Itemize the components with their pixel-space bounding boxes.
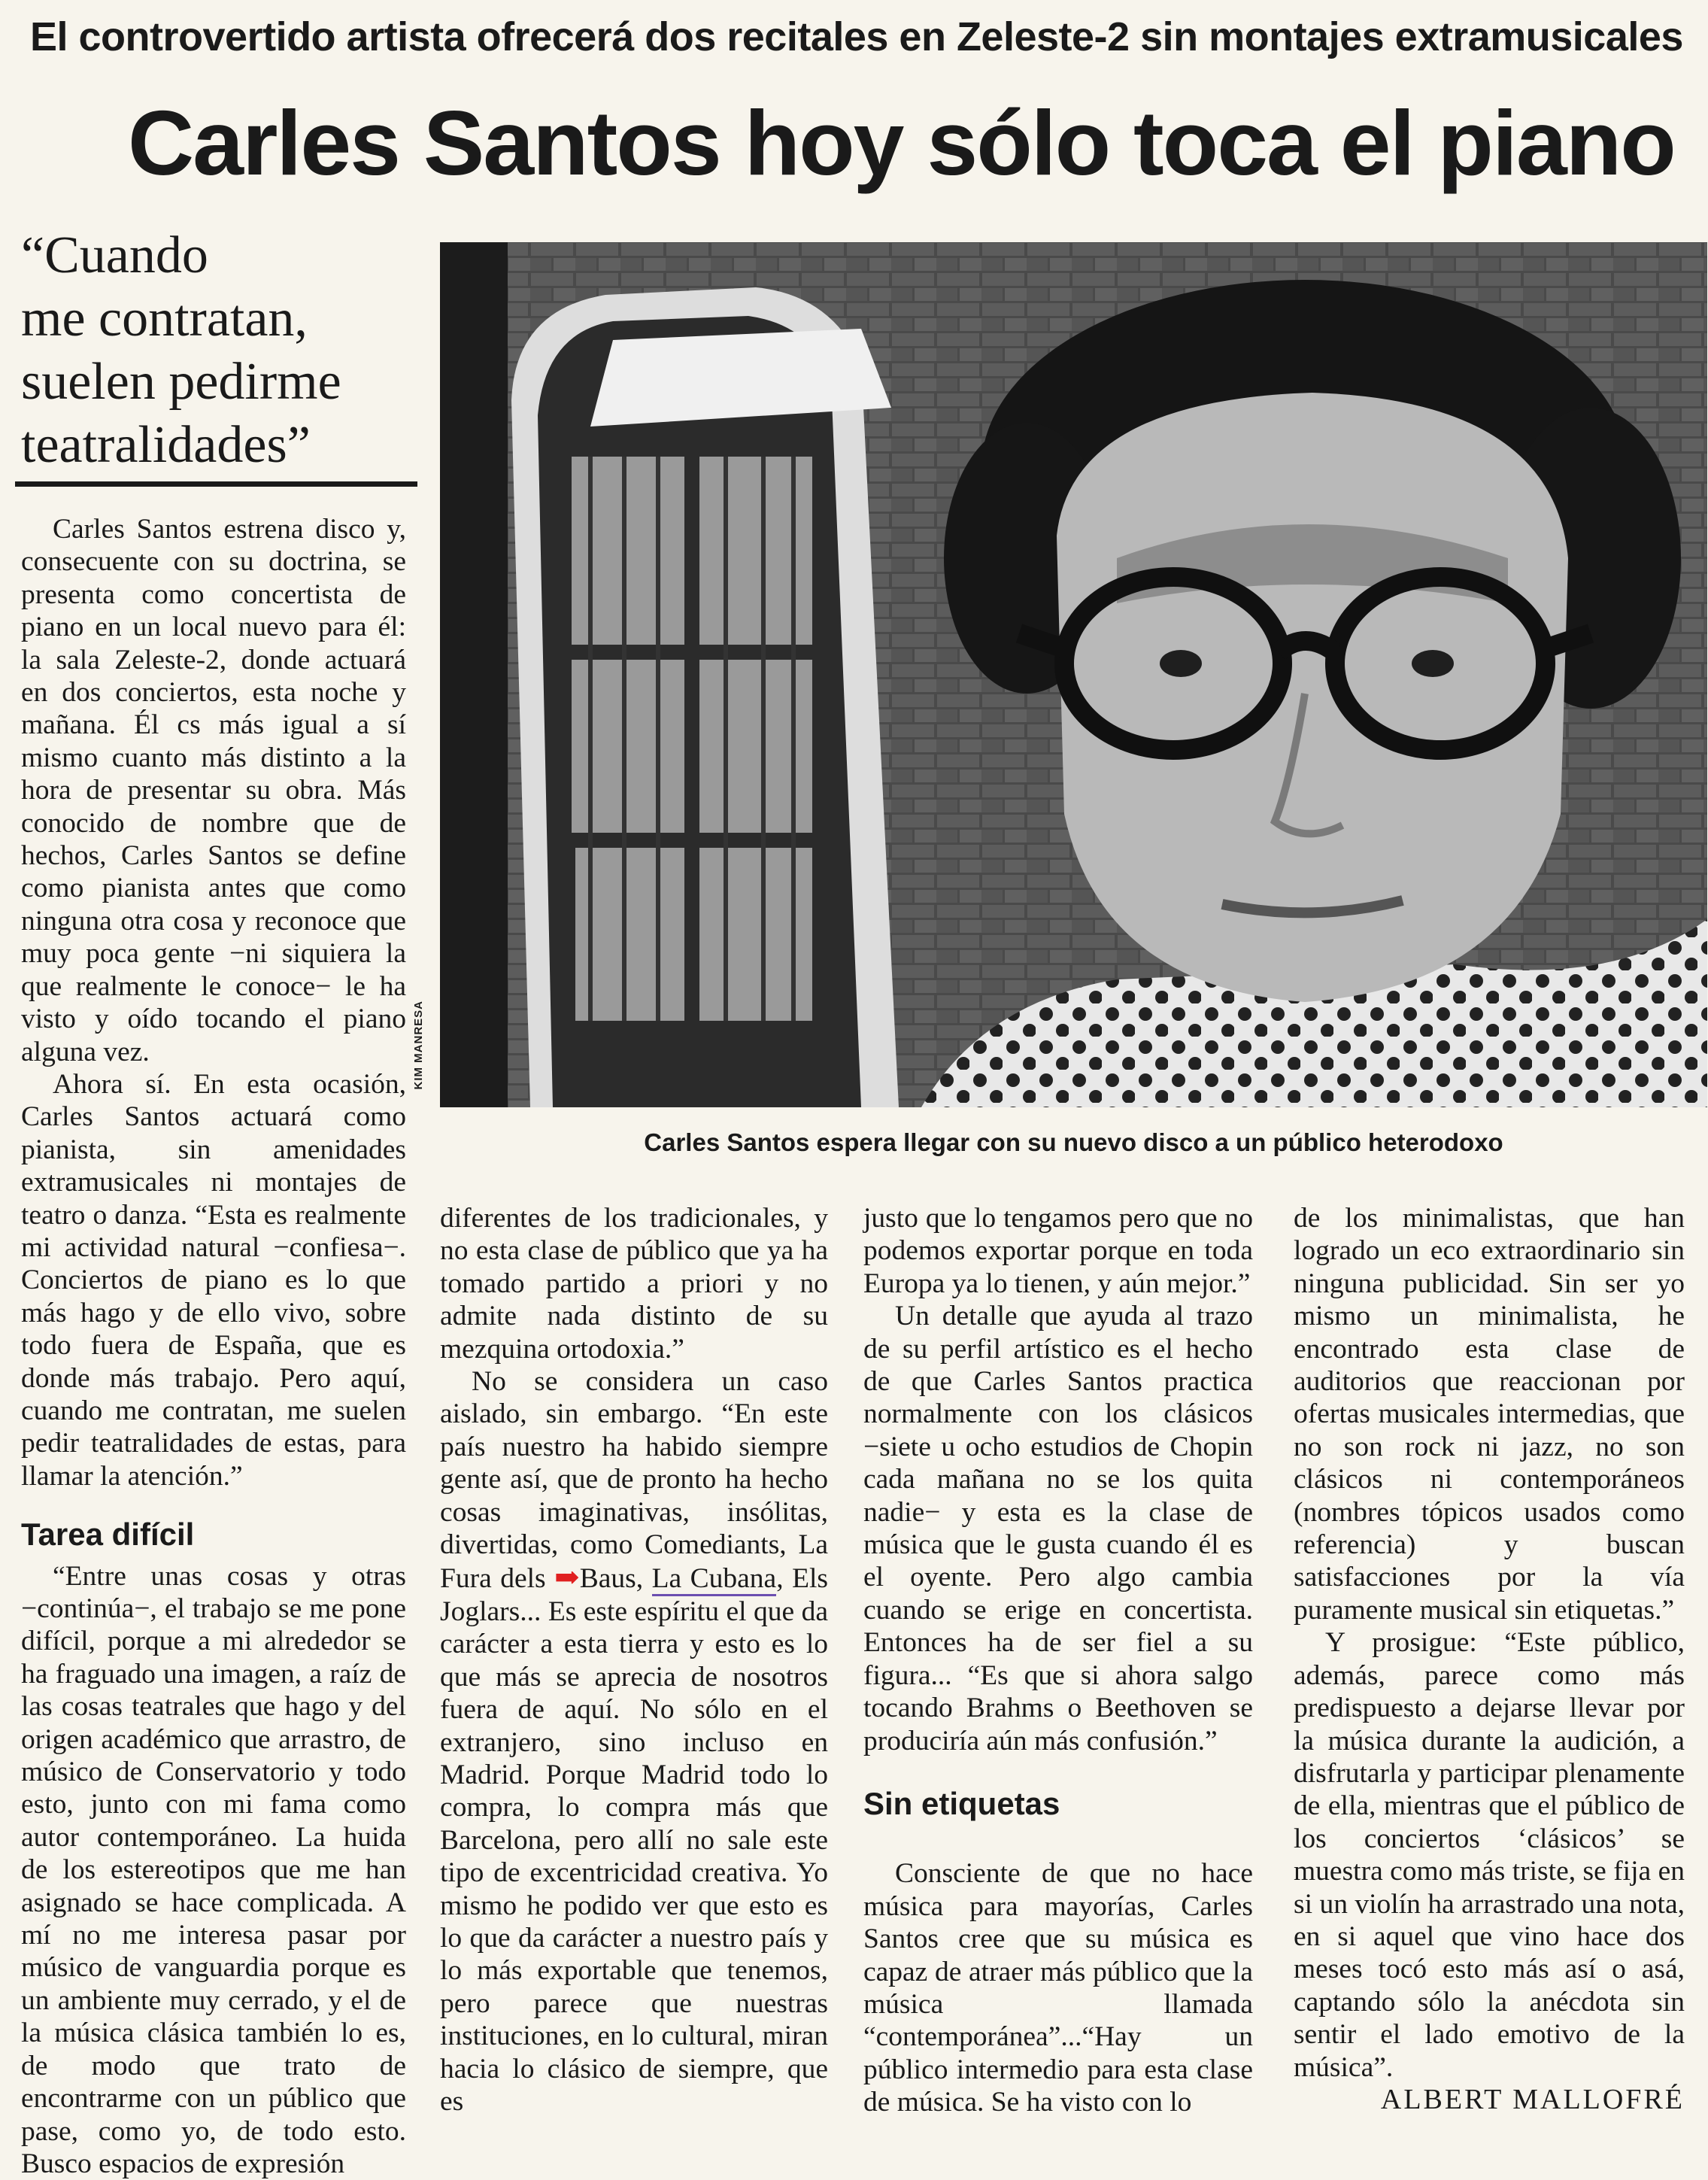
pull-quote-rule: [15, 481, 417, 487]
main-headline: Carles Santos hoy sólo toca el piano: [128, 92, 1675, 194]
paragraph-text: No se considera un caso aislado, sin embargo. “En este país nuestro ha habido siempre gente así, que de pronto ha hecho cosas imaginativas, insólitas, divertidas, como Comediants, La Fura dels: [440, 1366, 828, 1595]
article-column-3: [863, 1202, 1253, 2119]
paragraph: Consciente de que no hace música para mayorías, Carles Santos cree que su música es capaz de atraer más público que la música llamada “contemporánea”...“Hay un público intermedio para esta clase de música. Se ha visto con lo: [863, 1858, 1253, 2118]
paragraph: Ahora sí. En esta ocasión, Carles Santos actuará como pianista, sin amenidades extramusicales ni montajes de teatro o danza. “Esta es realmente mi actividad natural −confiesa−. Conciertos de piano es lo que más hago y de ello vivo, sobre todo fuera de España, que es donde más trabajo. Pero aquí, cuando me contratan, me suelen pedir teatralidades de estas, para llamar la atención.”: [21, 1068, 406, 1492]
kicker-headline: El controvertido artista ofrecerá dos recitales en Zeleste-2 sin montajes extramusicales: [30, 14, 1683, 59]
article-column-2: [440, 1202, 828, 2118]
subhead-tarea-dificil: Tarea difícil: [21, 1517, 195, 1553]
paragraph: justo que lo tengamos pero que no podemos exportar porque en toda Europa ya lo tienen, y aún mejor.”: [863, 1203, 1253, 1299]
photo-credit: KIM MANRESA: [412, 1000, 425, 1090]
pull-quote-line: “Cuando: [21, 226, 208, 284]
pull-quote-line: me contratan,: [21, 290, 308, 348]
paragraph: Y prosigue: “Este público, además, parece como más predispuesto a dejarse llevar por la música durante la audición, a disfrutarla y participar plenamente de ella, mientras que el público de los conciertos ‘clásicos’ se muestra como más triste, se fija en si un violín ha arrastrado una nota, en si aquel que vino hace dos meses tocó esto más así o asá, captando sólo la anécdota sin sentir el lado emotivo de la música”.: [1294, 1627, 1685, 2083]
pull-quote: [21, 224, 427, 477]
paragraph: [440, 1365, 828, 2118]
article-column-1: [21, 513, 406, 2180]
paragraph-text: , Els Joglars... Es este espíritu el que da carácter a esta tierra y esto es lo que más se aprecia de nosotros fuera de aquí. No sólo en el extranjero, sino incluso en Madrid. Porque Madrid todo lo compra, lo compra más que Barcelona, pero allí no sale este tipo de excentricidad creativa. Yo mismo he podido ver que esto es lo que da carácter a nuestro país y lo más exportable que tenemos, pero parece que nuestras instituciones, en lo cultural, miran hacia lo clásico de siempre, que es: [440, 1563, 829, 2117]
paragraph: diferentes de los tradicionales, y no esta clase de público que ya ha tomado partido a priori y no admite nada distinto de su mezquina ortodoxia.”: [440, 1203, 828, 1365]
photo-caption: Carles Santos espera llegar con su nuevo disco a un público heterodoxo: [644, 1128, 1503, 1156]
article-column-4: [1294, 1202, 1685, 2116]
red-arrow-icon: ➡: [554, 1560, 580, 1595]
paragraph: de los minimalistas, que han logrado un eco extraordinario sin ninguna publicidad. Sin ser yo mismo un minimalista, he encontrado esta clase de auditorios que reaccionan por ofertas musicales intermedias, que no son rock ni jazz, no son clásicos ni contemporáneos (nombres tópicos usados como referencia) y buscan satisfacciones por la vía puramente musical sin etiquetas.”: [1294, 1203, 1685, 1626]
subhead-sin-etiquetas: Sin etiquetas: [863, 1785, 1060, 1821]
pull-quote-line: teatralidades”: [21, 416, 311, 474]
highlight-la-cubana: La Cubana: [652, 1563, 777, 1596]
text-baus: Baus,: [579, 1563, 652, 1595]
byline: ALBERT MALLOFRÉ: [1380, 2083, 1685, 2115]
paragraph: Carles Santos estrena disco y, consecuente con su doctrina, se presenta como concertista de piano en un local nuevo para él: la sala Zeleste-2, donde actuará en dos conciertos, esta noche y mañana. Él cs más igual a sí mismo cuanto más distinto a la hora de presentar su obra. Más conocido de nombre que de hechos, Carles Santos se define como pianista antes que como ninguna otra cosa y reconoce que muy poca gente −ni siquiera la que realmente le conoce− le ha visto y oído tocando el piano alguna vez.: [21, 514, 406, 1067]
portrait-photo: [440, 242, 1707, 1107]
paragraph: Un detalle que ayuda al trazo de su perfil artístico es el hecho de que Carles Santos practica normalmente con los clásicos −siete u ocho estudios de Chopin cada mañana no se los quita nadie− y esta es la clase de música que le gusta cuando él es el oyente. Pero algo cambia cuando se erige en concertista. Entonces ha de ser fiel a su figura... “Es que si ahora salgo tocando Brahms o Beethoven se produciría aún más confusión.”: [863, 1301, 1253, 1756]
paragraph: “Entre unas cosas y otras −continúa−, el trabajo se me pone difícil, porque a mi alrededor se ha fraguado una imagen, a raíz de las cosas teatrales que hago y del origen académico que arrastro, de músico de Conservatorio y todo esto, junto con mi fama como autor contemporáneo. La huida de los estereotipos que me han asignado se hace complicada. A mí no me interesa pasar por músico de vanguardia porque es un ambiente muy cerrado, y el de la música clásica también lo es, de modo que trato de encontrarme con un público que pase, como yo, de todo esto. Busco espacios de expresión: [21, 1560, 406, 2179]
pull-quote-line: suelen pedirme: [21, 353, 341, 411]
